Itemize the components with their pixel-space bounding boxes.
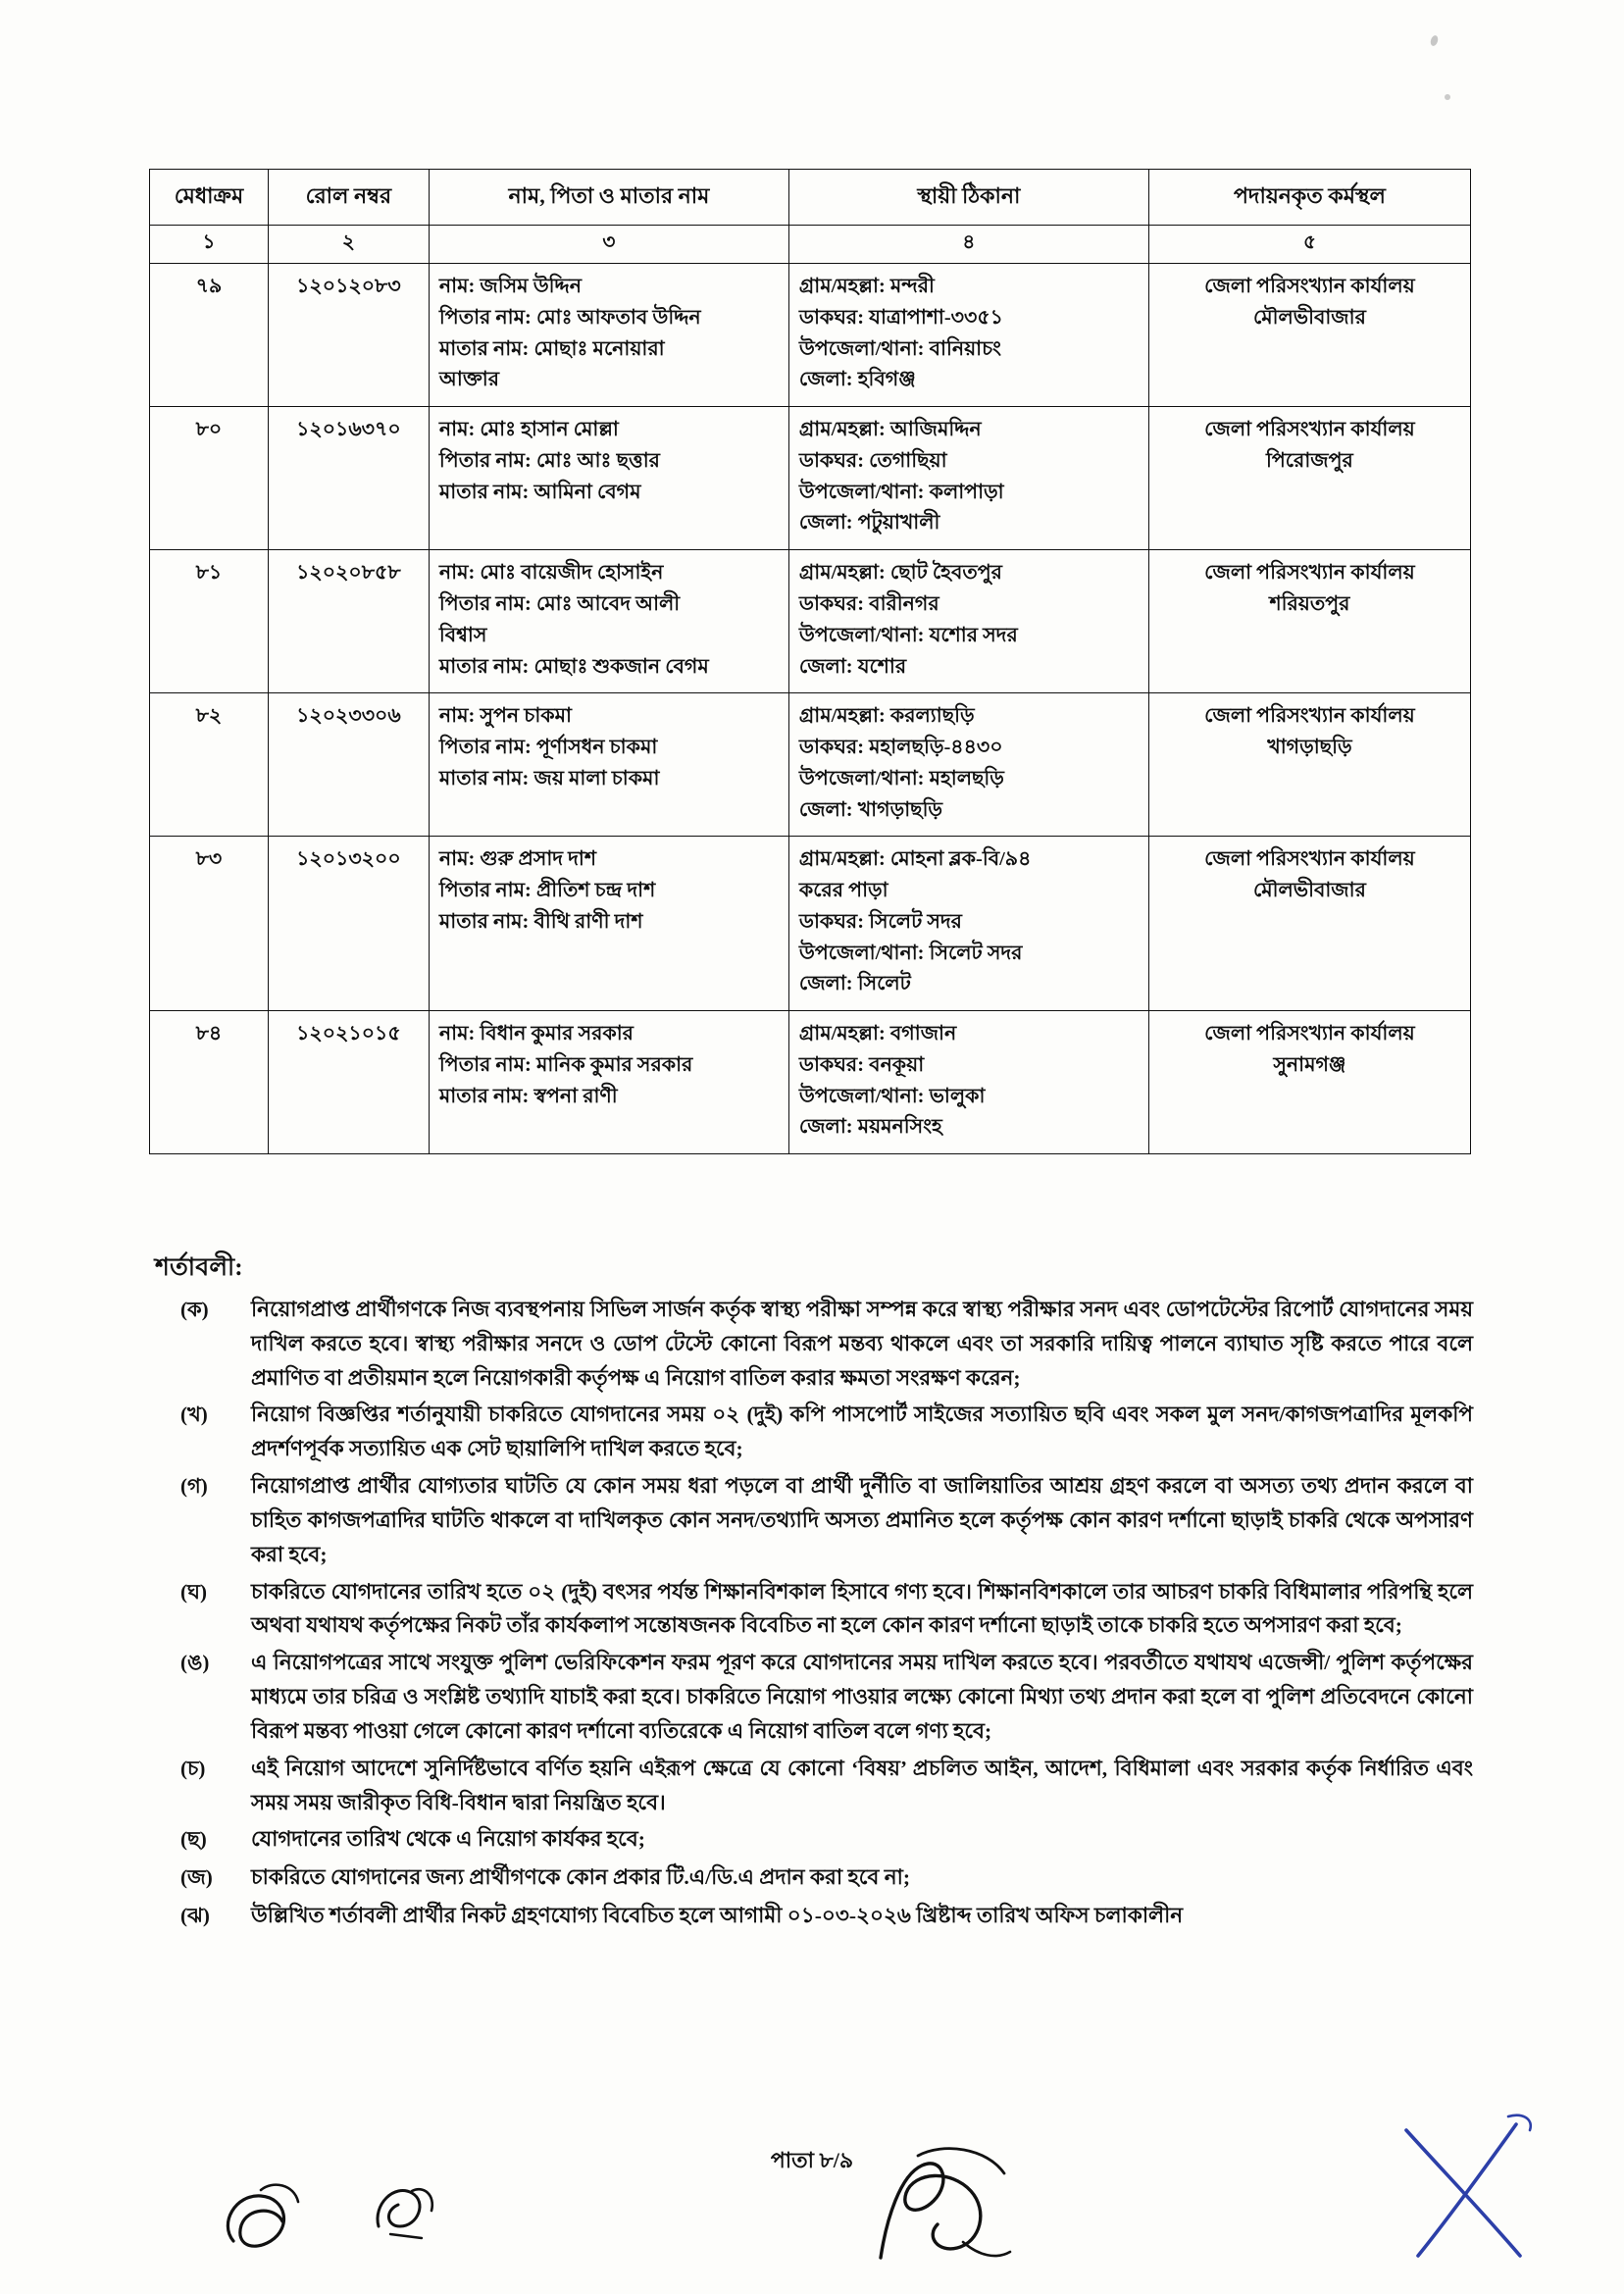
text-line: গ্রাম/মহল্লা: করল্যাছড়ি (798, 705, 975, 728)
table-row (150, 550, 1471, 693)
term-text: এই নিয়োগ আদেশে সুনির্দিষ্টভাবে বর্ণিত হয়নি এইরূপ ক্ষেত্রে যে কোনো ‘বিষয়’ প্রচলিত আইন, আদেশ, বিধিমালা এবং সরকার কর্তৃক নির্ধারিত এবং সময় সময় জারীকৃত বিধি-বিধান দ্বারা নিয়ন্ত্রিত হবে। (251, 1756, 1473, 1814)
text-line: গ্রাম/মহল্লা: মোহনা ব্লক-বি/৯৪ (798, 848, 1032, 871)
text-line: উপজেলা/থানা: সিলেট সদর (798, 942, 1023, 964)
term-marker: (ঝ) (180, 1904, 210, 1928)
term-item (169, 1646, 1473, 1748)
text-line: উপজেলা/থানা: বানিয়াচং (798, 337, 1001, 360)
row-roll-number: ১২০২১০১৫ (268, 1011, 429, 1154)
row-person-names (429, 264, 788, 407)
text-line: নাম: মোঃ হাসান মোল্লা (438, 419, 619, 441)
text-line: করের পাড়া (798, 880, 888, 902)
row-serial: ৮৪ (150, 1011, 269, 1154)
term-item (169, 1899, 1473, 1934)
table-column-number-row (150, 226, 1471, 264)
table-header-cell: মেধাক্রম (150, 170, 269, 226)
appointment-table (149, 169, 1471, 1154)
term-marker: (ঙ) (180, 1651, 210, 1675)
term-text: নিয়োগ বিজ্ঞপ্তির শর্তানুযায়ী চাকরিতে যোগদানের সময় ০২ (দুই) কপি পাসপোর্ট সাইজের সত্যায়িত ছবি এবং সকল মুল সনদ/কাগজপত্রাদির মূলকপি প্রদর্শণপূর্বক সত্যায়িত এক সেট ছায়ালিপি দাখিল করতে হবে; (251, 1402, 1473, 1461)
row-serial: ৮০ (150, 407, 269, 550)
column-number: ৩ (429, 226, 788, 264)
text-line: খাগড়াছড়ি (1267, 737, 1352, 759)
text-line: গ্রাম/মহল্লা: বগাজান (798, 1023, 957, 1045)
row-roll-number: ১২০১৬৩৭০ (268, 407, 429, 550)
row-posting-office (1148, 550, 1470, 693)
text-line: জেলা পরিসংখ্যান কার্যালয় (1204, 276, 1415, 298)
table-header-cell: রোল নম্বর (268, 170, 429, 226)
row-posting-office (1148, 264, 1470, 407)
row-roll-number: ১২০২৩৩০৬ (268, 693, 429, 837)
row-permanent-address (788, 837, 1148, 1011)
text-line: পিতার নাম: মোঃ আফতাব উদ্দিন (438, 306, 701, 329)
row-posting-office (1148, 407, 1470, 550)
text-line: জেলা: ময়মনসিংহ (798, 1116, 942, 1139)
terms-list (169, 1293, 1473, 1937)
text-line: ডাকঘর: তেগাছিয়া (798, 449, 947, 472)
term-text: এ নিয়োগপত্রের সাথে সংযুক্ত পুলিশ ভেরিফিকেশন ফরম পূরণ করে যোগদানের সময় দাখিল করতে হবে। পরবর্তীতে যথাযথ এজেন্সী/ পুলিশ কর্তৃপক্ষের মাধ্যমে তার চরিত্র ও সংশ্লিষ্ট তথ্যাদি যাচাই করা হবে। চাকরিতে নিয়োগ পাওয়ার লক্ষ্যে কোনো মিথ্যা তথ্য প্রদান করা হলে বা পুলিশ প্রতিবেদনে কোনো বিরূপ মন্তব্য পাওয়া গেলে কোনো কারণ দর্শানো ব্যতিরেকে এ নিয়োগ বাতিল বলে গণ্য হবে; (251, 1651, 1473, 1743)
term-item (169, 1752, 1473, 1820)
column-number: ২ (268, 226, 429, 264)
term-item (169, 1469, 1473, 1571)
text-line: উপজেলা/থানা: ভালুকা (798, 1085, 986, 1107)
text-line: নাম: জসিম উদ্দিন (438, 276, 582, 298)
text-line: সুনামগঞ্জ (1273, 1053, 1346, 1076)
term-marker: (জ) (180, 1865, 213, 1890)
text-line: মাতার নাম: মোছাঃ শুকজান বেগম (438, 655, 709, 678)
text-line: শরিয়তপুর (1269, 592, 1350, 615)
row-permanent-address (788, 1011, 1148, 1154)
term-marker: (খ) (180, 1402, 208, 1427)
signature-mark-blue (1393, 2109, 1549, 2266)
text-line: গ্রাম/মহল্লা: মন্দরী (798, 276, 935, 298)
term-marker: (চ) (180, 1756, 206, 1780)
row-person-names (429, 1011, 788, 1154)
scan-speck-icon (1429, 34, 1439, 47)
term-text: নিয়োগপ্রাপ্ত প্রার্থীগণকে নিজ ব্যবস্থপনায় সিভিল সার্জন কর্তৃক স্বাস্থ্য পরীক্ষা সম্পন্ন করে স্বাস্থ্য পরীক্ষার সনদ এবং ডোপটেস্টের রিপোর্ট যোগদানের সময় দাখিল করতে হবে। স্বাস্থ্য পরীক্ষার সনদে ও ডোপ টেস্টে কোনো বিরূপ মন্তব্য থাকলে এবং তা সরকারি দায়িত্ব পালনে ব্যাঘাত সৃষ্টি করতে পারে বলে প্রমাণিত বা প্রতীয়মান হলে নিয়োগকারী কর্তৃপক্ষ এ নিয়োগ বাতিল করার ক্ষমতা সংরক্ষণ করেন; (251, 1298, 1473, 1390)
term-item (169, 1398, 1473, 1466)
text-line: উপজেলা/থানা: যশোর সদর (798, 624, 1018, 646)
text-line: ডাকঘর: মহালছড়ি-৪৪৩০ (798, 737, 1003, 759)
row-roll-number: ১২০২০৮৫৮ (268, 550, 429, 693)
row-serial: ৭৯ (150, 264, 269, 407)
row-person-names (429, 550, 788, 693)
signature-mark (214, 2172, 322, 2266)
text-line: মাতার নাম: স্বপনা রাণী (438, 1085, 618, 1107)
row-person-names (429, 693, 788, 837)
row-permanent-address (788, 693, 1148, 837)
text-line: বিশ্বাস (438, 624, 487, 646)
text-line: জেলা পরিসংখ্যান কার্যালয় (1204, 1023, 1415, 1045)
column-number: ১ (150, 226, 269, 264)
text-line: মৌলভীবাজার (1252, 306, 1366, 329)
row-person-names (429, 407, 788, 550)
table-row (150, 837, 1471, 1011)
term-marker: (ছ) (180, 1827, 207, 1852)
row-roll-number: ১২০১৩২০০ (268, 837, 429, 1011)
term-marker: (গ) (180, 1474, 208, 1499)
text-line: গ্রাম/মহল্লা: ছোট হৈবতপুর (798, 562, 1002, 585)
text-line: মাতার নাম: বীথি রাণী দাশ (438, 910, 643, 933)
text-line: জেলা: খাগড়াছড়ি (798, 798, 943, 821)
term-item (169, 1822, 1473, 1858)
term-text: চাকরিতে যোগদানের জন্য প্রার্থীগণকে কোন প্রকার টি.এ/ডি.এ প্রদান করা হবে না; (251, 1865, 910, 1890)
term-item (169, 1293, 1473, 1395)
scan-speck-icon (1445, 94, 1450, 100)
column-number: ৪ (788, 226, 1148, 264)
text-line: ডাকঘর: বনকূয়া (798, 1053, 925, 1076)
table-row (150, 407, 1471, 550)
table-header-cell: নাম, পিতা ও মাতার নাম (429, 170, 788, 226)
text-line: নাম: মোঃ বায়েজীদ হোসাইন (438, 562, 664, 585)
text-line: পিতার নাম: প্রীতিশ চন্দ্র দাশ (438, 880, 656, 902)
table-row (150, 264, 1471, 407)
table-header-row (150, 170, 1471, 226)
table-row (150, 693, 1471, 837)
text-line: জেলা পরিসংখ্যান কার্যালয় (1204, 419, 1415, 441)
term-text: যোগদানের তারিখ থেকে এ নিয়োগ কার্যকর হবে; (251, 1827, 645, 1852)
text-line: ডাকঘর: সিলেট সদর (798, 910, 962, 933)
page-footer: পাতা ৮/৯ (770, 2148, 854, 2172)
text-line: পিতার নাম: মানিক কুমার সরকার (438, 1053, 693, 1076)
term-text: উল্লিখিত শর্তাবলী প্রার্থীর নিকট গ্রহণযোগ্য বিবেচিত হলে আগামী ০১-০৩-২০২৬ খ্রিষ্টাব্দ তারিখ অফিস চলাকালীন (251, 1904, 1184, 1928)
text-line: জেলা: পটুয়াখালী (798, 512, 940, 535)
row-serial: ৮৩ (150, 837, 269, 1011)
text-line: ডাকঘর: যাত্রাপাশা-৩৩৫১ (798, 306, 1003, 329)
text-line: গ্রাম/মহল্লা: আজিমদ্দিন (798, 419, 982, 441)
text-line: পিতার নাম: মোঃ আঃ ছত্তার (438, 449, 660, 472)
text-line: জেলা: সিলেট (798, 973, 911, 995)
text-line: জেলা পরিসংখ্যান কার্যালয় (1204, 705, 1415, 728)
text-line: মাতার নাম: মোছাঃ মনোয়ারা (438, 337, 665, 360)
text-line: পিতার নাম: পূর্ণাসধন চাকমা (438, 737, 658, 759)
term-marker: (ক) (180, 1298, 209, 1321)
table-header-cell: স্থায়ী ঠিকানা (788, 170, 1148, 226)
table-row (150, 1011, 1471, 1154)
terms-heading: শর্তাবলী: (155, 1254, 243, 1281)
term-item (169, 1861, 1473, 1896)
term-item (169, 1575, 1473, 1644)
term-marker: (ঘ) (180, 1579, 207, 1604)
term-text: নিয়োগপ্রাপ্ত প্রার্থীর যোগ্যতার ঘাটতি যে কোন সময় ধরা পড়লে বা প্রার্থী দুর্নীতি বা জালিয়াতির আশ্রয় গ্রহণ করলে বা অসত্য তথ্য প্রদান করলে বা চাহিত কাগজপত্রাদির ঘাটতি থাকলে বা দাখিলকৃত কোন সনদ/তথ্যাদি অসত্য প্রমানিত হলে কর্তৃপক্ষ কোন কারণ দর্শানো ছাড়াই চাকরি থেকে অপসারণ করা হবে; (251, 1474, 1473, 1566)
text-line: জেলা: যশোর (798, 655, 907, 678)
text-line: নাম: সুপন চাকমা (438, 705, 572, 728)
table-body (150, 264, 1471, 1154)
text-line: উপজেলা/থানা: মহালছড়ি (798, 767, 1004, 790)
row-permanent-address (788, 550, 1148, 693)
row-serial: ৮১ (150, 550, 269, 693)
text-line: উপজেলা/থানা: কলাপাড়া (798, 481, 1004, 503)
row-posting-office (1148, 693, 1470, 837)
text-line: পিরোজপুর (1266, 449, 1353, 472)
term-text: চাকরিতে যোগদানের তারিখ হতে ০২ (দুই) বৎসর পর্যন্ত শিক্ষানবিশকাল হিসাবে গণ্য হবে। শিক্ষানবিশকালে তার আচরণ চাকরি বিধিমালার পরিপন্থি হলে অথবা যথাযথ কর্তৃপক্ষের নিকট তাঁর কার্যকলাপ সন্তোষজনক বিবেচিত না হলে কোন কারণ দর্শানো ছাড়াই তাকে চাকরি হতে অপসারণ করা হবে; (251, 1579, 1473, 1638)
text-line: জেলা পরিসংখ্যান কার্যালয় (1204, 562, 1415, 585)
text-line: মাতার নাম: আমিনা বেগম (438, 481, 641, 503)
text-line: জেলা: হবিগঞ্জ (798, 369, 916, 391)
row-person-names (429, 837, 788, 1011)
text-line: পিতার নাম: মোঃ আবেদ আলী (438, 592, 681, 615)
row-roll-number: ১২০১২০৮৩ (268, 264, 429, 407)
row-permanent-address (788, 407, 1148, 550)
text-line: জেলা পরিসংখ্যান কার্যালয় (1204, 848, 1415, 871)
text-line: মাতার নাম: জয় মালা চাকমা (438, 767, 660, 790)
text-line: নাম: বিধান কুমার সরকার (438, 1023, 634, 1045)
text-line: মৌলভীবাজার (1252, 880, 1366, 902)
text-line: আক্তার (438, 369, 499, 391)
row-posting-office (1148, 837, 1470, 1011)
row-permanent-address (788, 264, 1148, 407)
table-header-cell: পদায়নকৃত কর্মস্থল (1148, 170, 1470, 226)
row-posting-office (1148, 1011, 1470, 1154)
column-number: ৫ (1148, 226, 1470, 264)
text-line: ডাকঘর: বারীনগর (798, 592, 939, 615)
row-serial: ৮২ (150, 693, 269, 837)
text-line: নাম: গুরু প্রসাদ দাশ (438, 848, 596, 871)
